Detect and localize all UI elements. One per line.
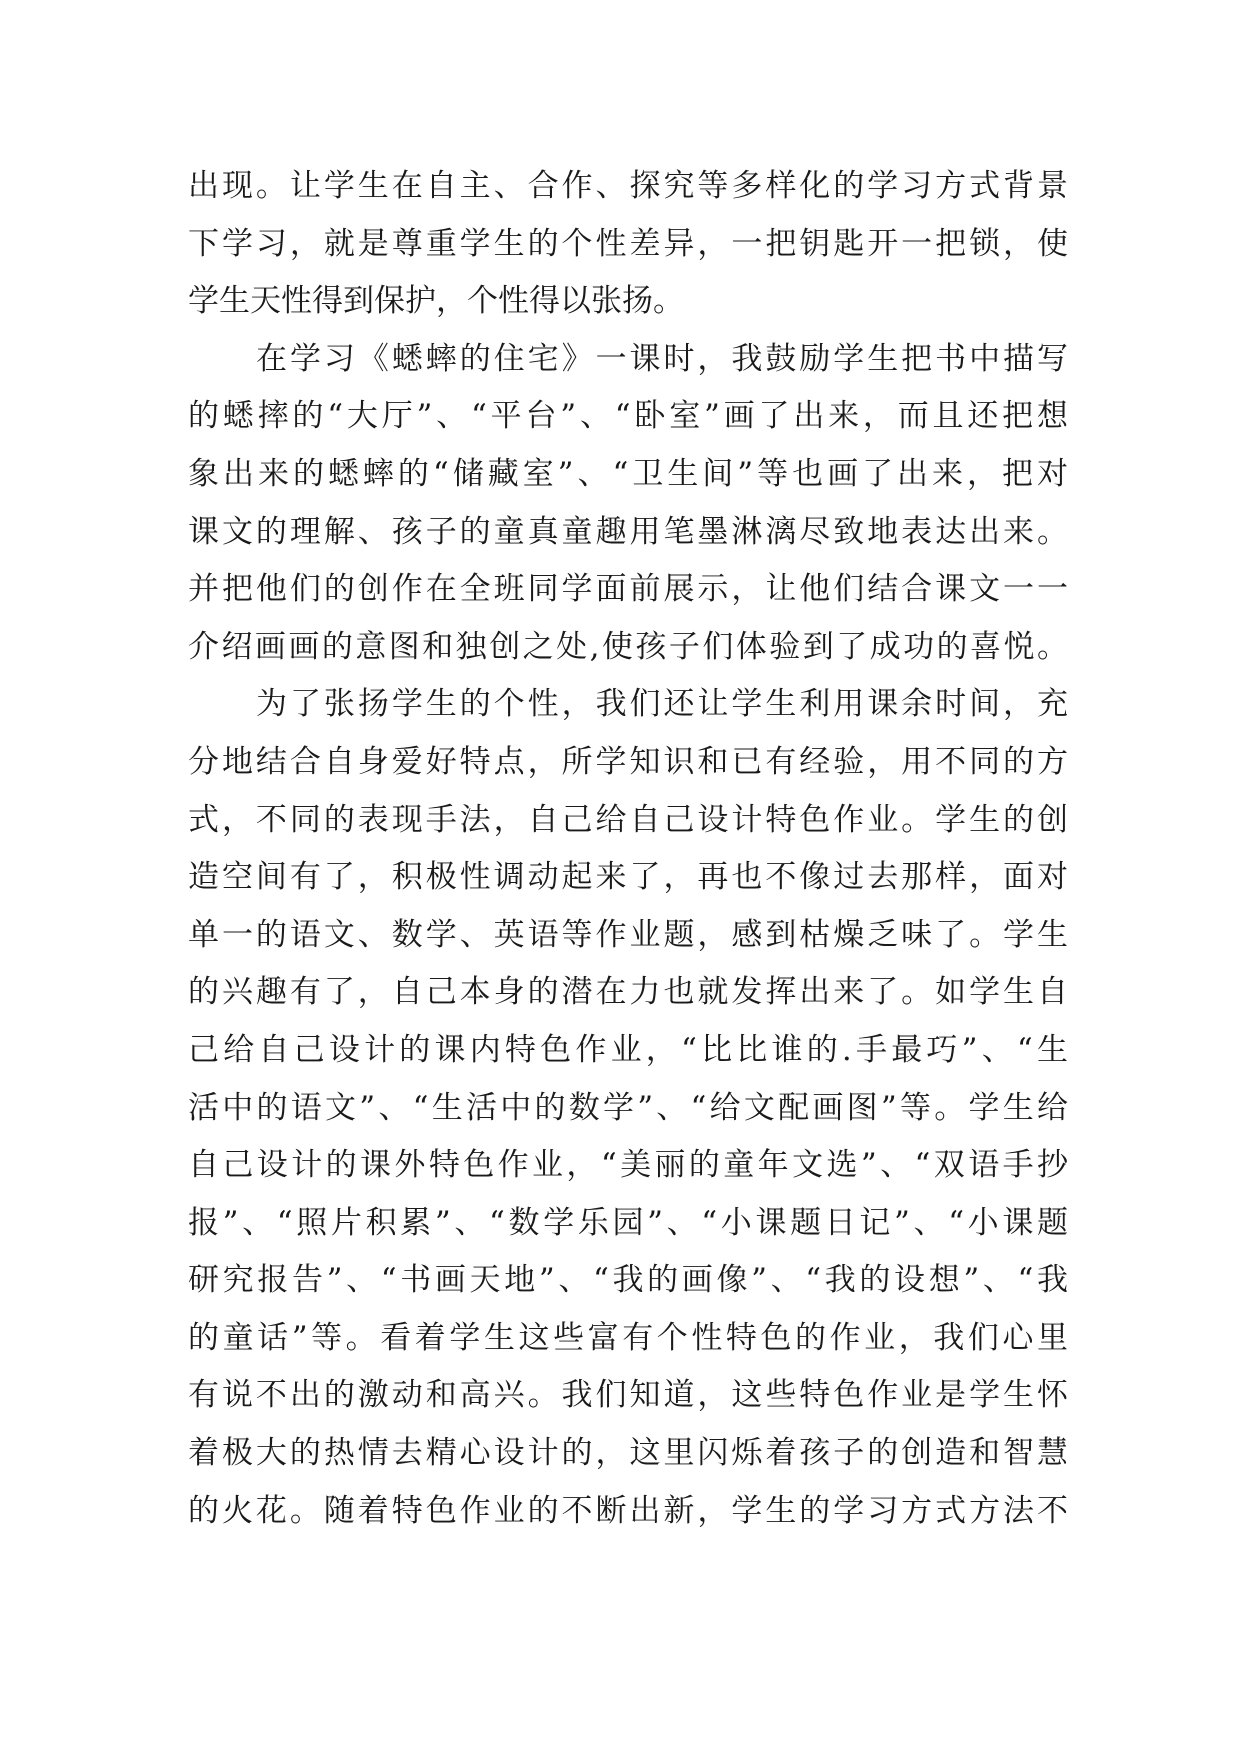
text-line: 分地结合自身爱好特点，所学知识和已有经验，用不同的方	[188, 743, 1068, 780]
text-line: 介绍画画的意图和独创之处,使孩子们体验到了成功的喜悦。	[188, 628, 1068, 665]
text-line: 象出来的蟋蟀的“储藏室”、“卫生间”等也画了出来，把对	[188, 455, 1068, 492]
text-line: 有说不出的激动和高兴。我们知道，这些特色作业是学生怀	[188, 1377, 1068, 1414]
text-line: 式，不同的表现手法，自己给自己设计特色作业。学生的创	[188, 801, 1068, 838]
text-line: 的童话”等。看着学生这些富有个性特色的作业，我们心里	[188, 1319, 1068, 1356]
text-line: 出现。让学生在自主、合作、探究等多样化的学习方式背景	[188, 168, 1068, 204]
text-line: 的蟋摔的“大厅”、“平台”、“卧室”画了出来，而且还把想	[188, 398, 1068, 435]
text-line: 造空间有了，积极性调动起来了，再也不像过去那样，面对	[188, 859, 1068, 896]
text-line: 的火花。随着特色作业的不断出新，学生的学习方式方法不	[188, 1492, 1068, 1529]
text-line: 并把他们的创作在全班同学面前展示，让他们结合课文一一	[188, 571, 1068, 608]
text-line: 着极大的热情去精心设计的，这里闪烁着孩子的创造和智慧	[188, 1435, 1068, 1472]
text-line: 的兴趣有了，自己本身的潜在力也就发挥出来了。如学生自	[188, 974, 1068, 1011]
text-line: 报”、“照片积累”、“数学乐园”、“小课题日记”、“小课题	[188, 1204, 1068, 1241]
paragraph	[188, 676, 1068, 1540]
text-line: 活中的语文”、“生活中的数学”、“给文配画图”等。学生给	[188, 1089, 1068, 1126]
text-line: 学生天性得到保护，个性得以张扬。	[188, 283, 684, 320]
text-line: 单一的语文、数学、英语等作业题，感到枯燥乏味了。学生	[188, 916, 1068, 953]
document-body	[188, 158, 1068, 1540]
text-line: 为了张扬学生的个性，我们还让学生利用课余时间，充	[256, 686, 1068, 723]
text-line: 己给自己设计的课内特色作业，“比比谁的.手最巧”、“生	[188, 1031, 1068, 1068]
text-line: 在学习《蟋蟀的住宅》一课时，我鼓励学生把书中描写	[256, 340, 1068, 377]
text-line: 研究报告”、“书画天地”、“我的画像”、“我的设想”、“我	[188, 1262, 1068, 1299]
text-line: 课文的理解、孩子的童真童趣用笔墨淋漓尽致地表达出来。	[188, 513, 1068, 550]
text-line: 自己设计的课外特色作业，“美丽的童年文选”、“双语手抄	[188, 1147, 1068, 1184]
text-line: 下学习，就是尊重学生的个性差异，一把钥匙开一把锁，使	[188, 225, 1068, 262]
paragraph	[188, 158, 1068, 331]
paragraph	[188, 331, 1068, 677]
